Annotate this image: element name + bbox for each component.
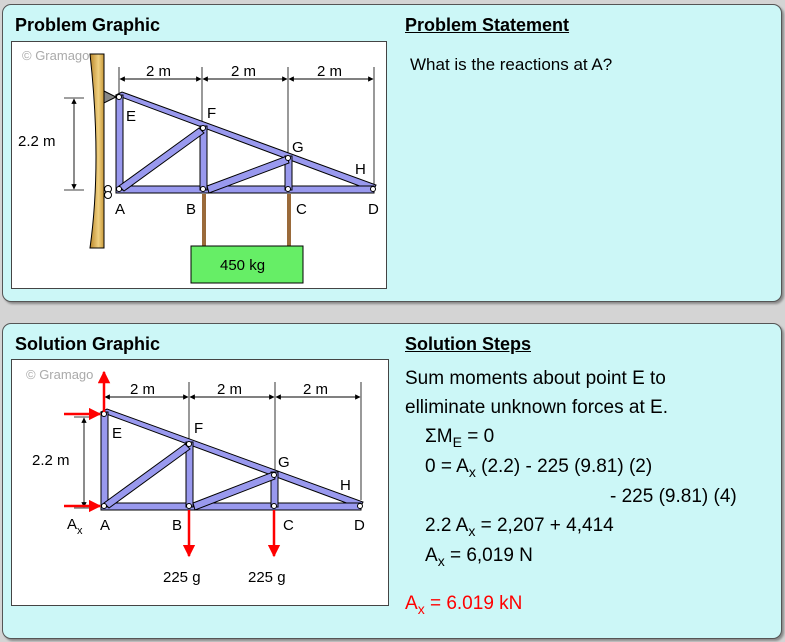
node-H: H <box>340 477 351 494</box>
node-E: E <box>126 108 137 125</box>
step-eq1: $\Sigma M_E = 0$ <box>425 426 495 450</box>
dim-height-label: 2.2 m <box>32 452 70 469</box>
solution-graphic-title: Solution Graphic <box>15 334 161 354</box>
wall <box>90 54 104 248</box>
final-answer: $A_x = 6.019$ kN <box>405 593 523 617</box>
node-F: F <box>194 420 204 437</box>
solution-steps <box>405 364 737 571</box>
node-B: B <box>186 201 197 218</box>
pin-support-top <box>104 91 116 103</box>
watermark: © Gramago <box>26 367 94 382</box>
node-E: E <box>112 425 123 442</box>
truss-members <box>101 409 363 510</box>
step-intro-1: Sum moments about point E to <box>405 368 666 389</box>
step-intro-2: elliminate unknown forces at E. <box>405 397 668 418</box>
dim-height-label: 2.2 m <box>18 133 56 150</box>
reaction-Ax-label: $A_x$ <box>67 516 83 537</box>
node-A: A <box>115 201 126 218</box>
step-eq4: 2.2 $A_x = 2,207 + 4,414$ <box>425 515 614 539</box>
step-eq3: - 225 (9.81) (4) <box>610 486 737 507</box>
node-G: G <box>278 454 290 471</box>
problem-statement-title: Problem Statement <box>405 15 570 35</box>
mass-label: 450 kg <box>220 257 266 274</box>
watermark: © Gramago <box>22 48 90 63</box>
truss-members <box>116 92 376 193</box>
problem-panel <box>2 4 782 302</box>
node-A: A <box>100 517 111 534</box>
problem-graphic-title: Problem Graphic <box>15 15 161 35</box>
solution-steps-title: Solution Steps <box>405 334 531 354</box>
node-B: B <box>172 517 183 534</box>
free-body-diagram <box>12 360 388 605</box>
solution-figure <box>11 359 389 606</box>
problem-statement-text: What is the reactions at A? <box>410 55 613 74</box>
node-G: G <box>292 139 304 156</box>
load-B-label: 225 g <box>163 569 201 586</box>
step-eq5: $A_x = 6,019$ N <box>425 545 533 569</box>
dim-label-2: 2 m <box>231 63 257 80</box>
dim-label-2: 2 m <box>217 381 243 398</box>
dim-label-1: 2 m <box>130 381 156 398</box>
node-D: D <box>368 201 379 218</box>
node-C: C <box>283 517 294 534</box>
problem-figure <box>11 41 387 289</box>
dim-label-1: 2 m <box>146 63 172 80</box>
node-H: H <box>355 161 366 178</box>
node-C: C <box>296 201 307 218</box>
node-D: D <box>354 517 365 534</box>
load-C-label: 225 g <box>248 569 286 586</box>
node-F: F <box>207 105 217 122</box>
dim-label-3: 2 m <box>303 381 329 398</box>
truss-diagram <box>12 42 386 288</box>
dim-label-3: 2 m <box>317 63 343 80</box>
step-eq2: $0 = A_x$ (2.2) - 225 (9.81) (2) <box>425 456 653 480</box>
